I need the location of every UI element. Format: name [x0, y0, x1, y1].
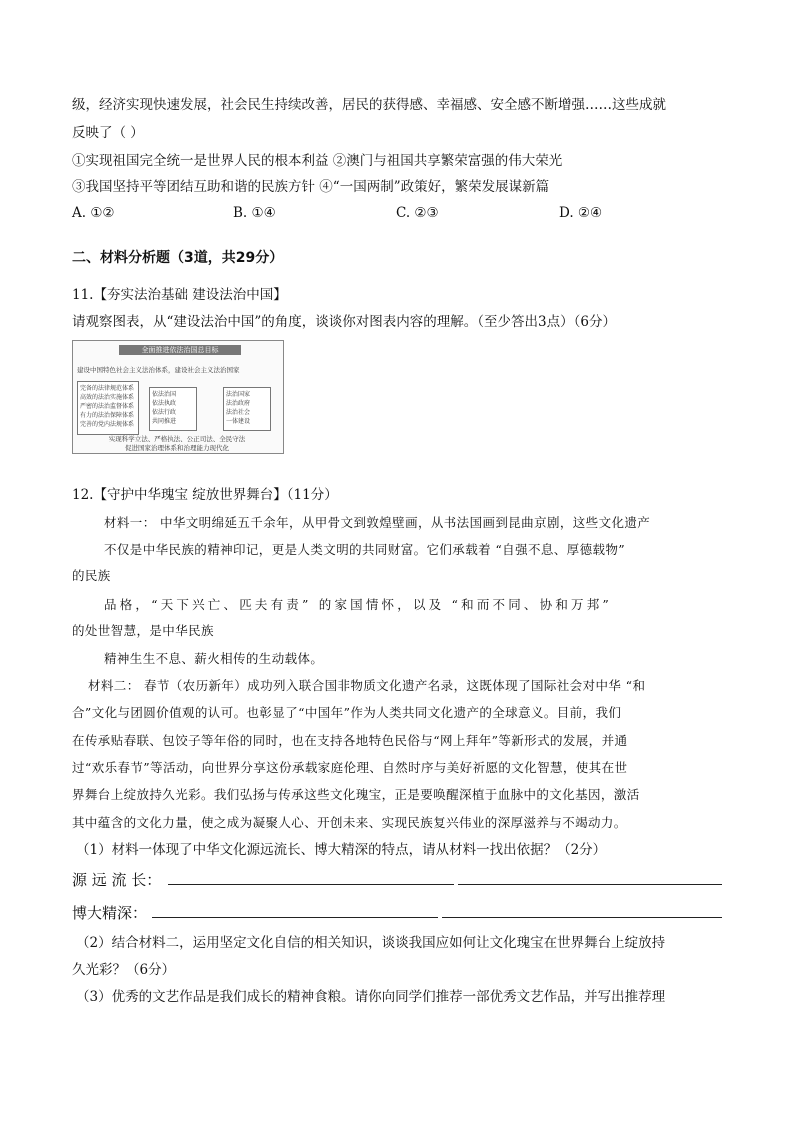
option-c[interactable]: C. ②③ [396, 205, 439, 221]
section-title: 二、材料分析题（3道，共29分） [72, 250, 284, 266]
q11-prompt: 请观察图表，从“建设法治中国”的角度，谈谈你对图表内容的理解。（至少答出3点）（6分） [72, 314, 616, 330]
material1-line1: 材料一： 中华文明绵延五千余年，从甲骨文到敦煌壁画，从书法国画到昆曲京剧，这些文化遗产 [104, 515, 651, 530]
q12-heading: 12.【守护中华瑰宝 绽放世界舞台】（11分） [72, 487, 338, 503]
option-a[interactable]: A. ①② [72, 205, 115, 221]
figure-left-box [77, 381, 139, 435]
material2-line5: 界舞台上绽放持久光彩。我们弘扬与传承这些文化瑰宝，正是要唤醒深植于血脉中的文化基因，激活 [72, 787, 640, 802]
material2-line4: 过“欢乐春节”等活动，向世界分享这份承载家庭伦理、自然时序与美好祈愿的文化智慧，使其在世 [72, 760, 628, 775]
material1-line3: 的民族 [72, 568, 111, 583]
material1-line6: 精神生生不息、薪火相传的生动载体。 [104, 651, 324, 666]
answer-blank-1a[interactable] [168, 884, 454, 885]
figure-mid-item: 共同推进 [152, 418, 177, 425]
figure-mid-item: 依法执政 [152, 400, 177, 407]
figure-footer1: 实现科学立法、严格执法、公正司法、全民守法 [108, 435, 246, 443]
figure-left-item: 完备的法律规范体系 [80, 385, 135, 392]
sub-question-1: （1）材料一体现了中华文化源远流长、博大精深的特点，请从材料一找出依据？（2分） [76, 842, 607, 858]
sub-question-2-line1: （2）结合材料二，运用坚定文化自信的相关知识，谈谈我国应如何让文化瑰宝在世界舞台上绽放持 [76, 935, 666, 951]
material1-line4: 品格，“天下兴亡、匹夫有责” 的家国情怀，以及 “和而不同、协和万邦” [104, 597, 613, 612]
material2-line3: 在传承贴春联、包饺子等年俗的同时，也在支持各地特色民俗与“网上拜年”等新形式的发展，并通 [72, 733, 628, 748]
figure-left-item: 有力的法治保障体系 [80, 412, 135, 419]
figure-mid-item: 依法治国 [152, 391, 177, 398]
q10-statement1: ①实现祖国完全统一是世界人民的根本利益 ②澳门与祖国共享繁荣富强的伟大荣光 [72, 153, 563, 169]
material1-line5: 的处世智慧，是中华民族 [72, 623, 214, 638]
material2-line6: 其中蕴含的文化力量，使之成为凝聚人心、开创未来、实现民族复兴伟业的深厚滋养与不竭动力。 [72, 815, 627, 830]
figure-footer2: 促进国家治理体系和治理能力现代化 [125, 444, 229, 452]
figure-right-item: 法治国家 [226, 391, 251, 398]
answer-blank-2b[interactable] [442, 917, 722, 918]
answer-label-1: 源 远 流 长： [72, 871, 162, 889]
sub-question-2-line2: 久光彩？（6分） [72, 962, 176, 978]
answer-label-2: 博大精深： [72, 904, 148, 922]
sub-question-3: （3）优秀的文艺作品是我们成长的精神食粮。请你向同学们推荐一部优秀文艺作品，并写出推荐理 [76, 989, 666, 1005]
figure-left-item: 高效的法治实施体系 [80, 394, 135, 401]
figure-right-item: 法治社会 [226, 409, 251, 416]
q10-statement2: ③我国坚持平等团结互助和谐的民族方针 ④“一国两制”政策好，繁荣发展谋新篇 [72, 179, 550, 195]
figure-left-item: 严密的法治监督体系 [80, 403, 135, 410]
figure-left-item: 完善的党内法规体系 [80, 421, 135, 428]
figure-subtitle: 建设中国特色社会主义法治体系，建设社会主义法治国家 [77, 366, 240, 374]
figure-right-item: 一体建设 [226, 418, 251, 425]
material2-line1: 材料二： 春节（农历新年）成功列入联合国非物质文化遗产名录，这既体现了国际社会对中华 “和 [88, 678, 646, 693]
law-diagram-figure [72, 340, 284, 454]
figure-mid-item: 依法行政 [152, 409, 177, 416]
option-b[interactable]: B. ①④ [233, 205, 276, 221]
q10-line2: 反映了（ ） [72, 125, 144, 141]
q10-line1: 级，经济实现快速发展，社会民生持续改善，居民的获得感、幸福感、安全感不断增强……这些成就 [72, 97, 666, 113]
option-d[interactable]: D. ②④ [559, 205, 603, 221]
answer-blank-1b[interactable] [458, 884, 722, 885]
figure-mid-box [149, 387, 197, 431]
q11-heading: 11.【夯实法治基础 建设法治中国】 [72, 287, 287, 303]
material2-line2: 合”文化与团圆价值观的认可。也彰显了“中国年”作为人类共同文化遗产的全球意义。目前，我们 [72, 705, 622, 720]
answer-blank-2a[interactable] [152, 917, 438, 918]
material1-line2: 不仅是中华民族的精神印记，更是人类文明的共同财富。它们承载着 “自强不息、厚德载物” [104, 542, 626, 557]
figure-right-item: 法治政府 [226, 400, 251, 407]
figure-header: 全面推进依法治国总目标 [119, 345, 241, 355]
figure-right-box [223, 387, 271, 431]
